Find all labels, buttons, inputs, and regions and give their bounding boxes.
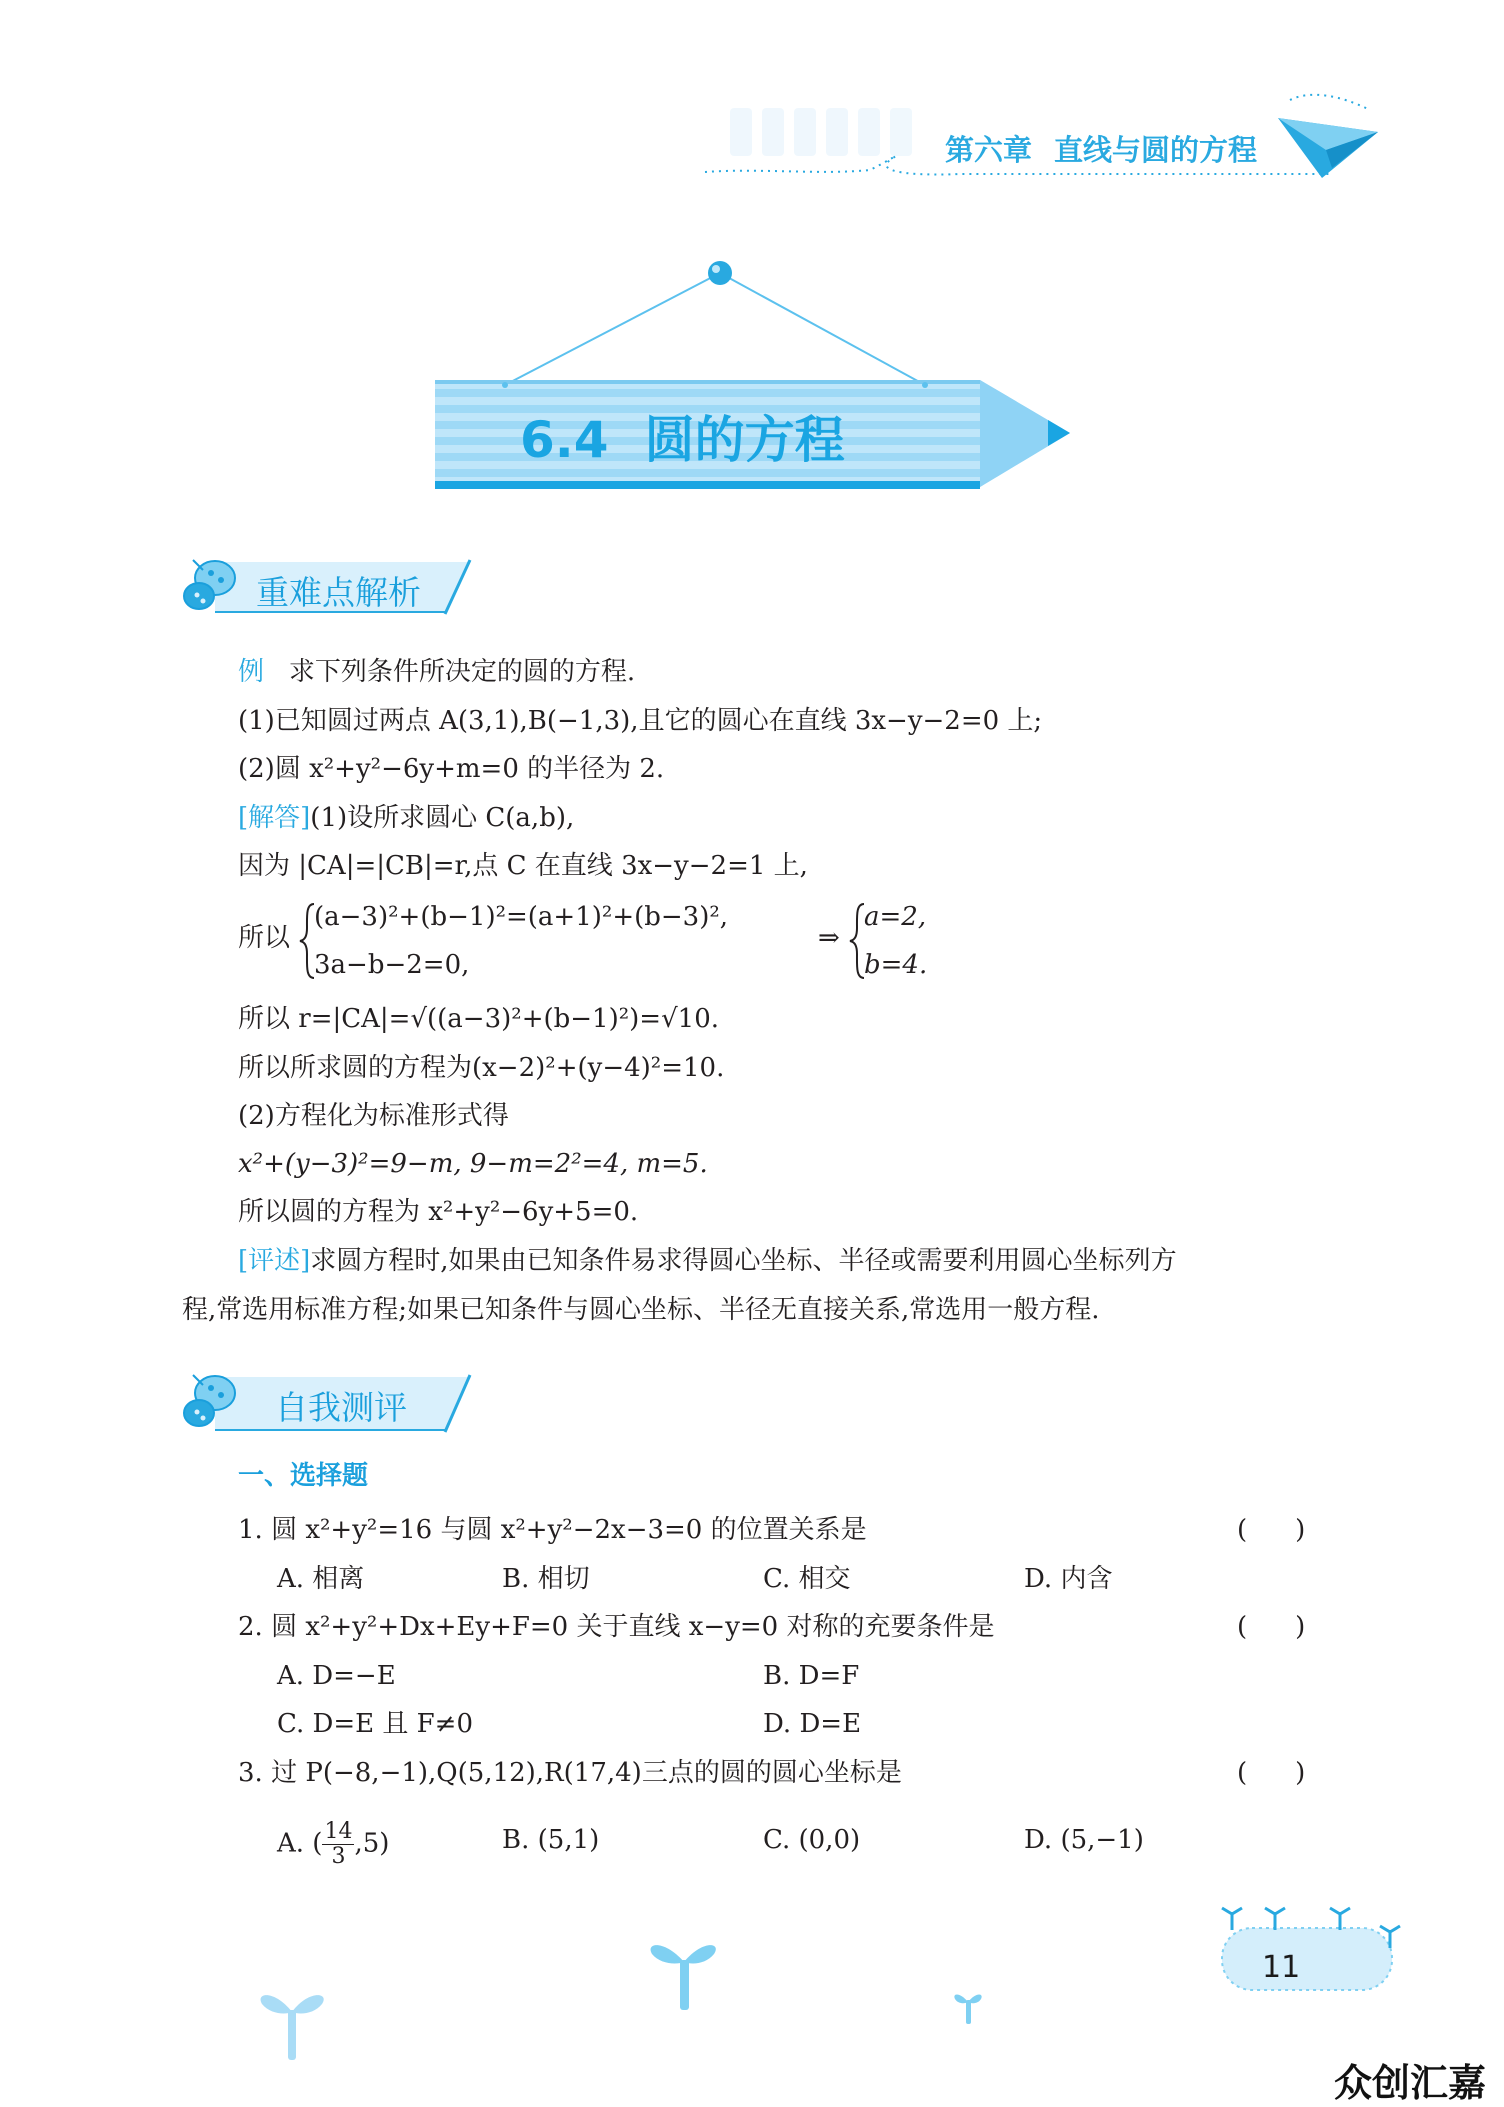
question-1-option-c: C. 相交 (763, 1564, 851, 1594)
system-equation-2: 3a−b−2=0, (314, 950, 470, 980)
header-decoration (0, 0, 1504, 200)
solution-equation: 所以所求圆的方程为(x−2)²+(y−4)²=10. (238, 1053, 725, 1083)
question-2-option-c: C. D=E 且 F≠0 (277, 1709, 474, 1739)
question-2-option-d: D. D=E (763, 1709, 862, 1739)
solution-part2-calc: x²+(y−3)²=9−m, 9−m=2²=4, m=5. (238, 1149, 708, 1179)
chapter-name: 直线与圆的方程 (1054, 133, 1258, 167)
question-3-stem: 3. 过 P(−8,−1),Q(5,12),R(17,4)三点的圆的圆心坐标是 (238, 1758, 902, 1788)
example-condition-1: (1)已知圆过两点 A(3,1),B(−1,3),且它的圆心在直线 3x−y−2=0 上; (238, 706, 1043, 736)
comment-text-1: 求圆方程时,如果由已知条件易求得圆心坐标、半径或需要利用圆心坐标列方 (310, 1246, 1177, 1276)
footer-decoration (0, 1900, 1504, 2094)
example-prompt-line (238, 652, 635, 692)
question-3-answer-blank (1237, 1753, 1305, 1793)
banner-pin-icon (708, 261, 732, 285)
example-condition-2: (2)圆 x²+y²−6y+m=0 的半径为 2. (238, 754, 665, 784)
system-equation-1: (a−3)²+(b−1)²=(a+1)²+(b−3)², (314, 902, 729, 932)
paren-open: ( (1237, 1758, 1248, 1788)
question-1-option-d: D. 内含 (1024, 1564, 1113, 1594)
comment-tag: [评述] (238, 1246, 311, 1276)
option-a-suffix: ,5) (354, 1828, 390, 1859)
implies-arrow: ⇒ (818, 923, 840, 953)
solution-so-label: 所以 (238, 923, 291, 953)
solution-part2-result: 所以圆的方程为 x²+y²−6y+5=0. (238, 1197, 639, 1227)
sprout-icon-3 (954, 1994, 981, 2024)
question-3-option-a (277, 1820, 389, 1869)
result-a: a=2, (864, 902, 927, 932)
question-2-option-b: B. D=F (763, 1661, 860, 1691)
paren-close: ) (1295, 1612, 1306, 1642)
question-2-stem: 2. 圆 x²+y²+Dx+Ey+F=0 关于直线 x−y=0 对称的充要条件是 (238, 1612, 995, 1642)
sprout-icon-2 (651, 1945, 716, 2010)
sprout-icon (261, 1995, 324, 2060)
tab-self-test: 自我测评 (275, 1388, 407, 1427)
section-heading (520, 400, 1000, 472)
paren-open: ( (1237, 1612, 1248, 1642)
result-b: b=4. (864, 950, 928, 980)
fraction (322, 1820, 354, 1869)
example-prompt: 求下列条件所决定的圆的方程. (288, 657, 636, 687)
question-2-answer-blank (1237, 1607, 1305, 1647)
question-1-stem: 1. 圆 x²+y²=16 与圆 x²+y²−2x−3=0 的位置关系是 (238, 1515, 867, 1545)
paren-open: ( (1237, 1515, 1248, 1545)
solution-text-1: (1)设所求圆心 C(a,b), (310, 803, 575, 833)
option-a-prefix: A. ( (277, 1828, 323, 1859)
question-3-option-d: D. (5,−1) (1024, 1825, 1144, 1855)
exercise-heading: 一、选择题 (238, 1461, 369, 1491)
solution-part2-intro: (2)方程化为标准形式得 (238, 1101, 509, 1131)
chapter-title (945, 128, 1257, 169)
fraction-numerator: 14 (324, 1819, 353, 1844)
section-title: 圆的方程 (644, 411, 845, 469)
solution-tag: [解答] (238, 803, 311, 833)
section-number: 6.4 (520, 411, 609, 469)
solution-line-2: 因为 |CA|=|CB|=r,点 C 在直线 3x−y−2=1 上, (238, 851, 808, 881)
chapter-label: 第六章 (945, 133, 1033, 167)
paren-close: ) (1295, 1515, 1306, 1545)
comment-line-1 (238, 1241, 1177, 1281)
page-number: 11 (1262, 1950, 1301, 1985)
solution-line-1 (238, 798, 574, 838)
comment-line-2: 程,常选用标准方程;如果已知条件与圆心坐标、半径无直接关系,常选用一般方程. (182, 1295, 1100, 1325)
question-3-option-b: B. (5,1) (502, 1825, 600, 1855)
example-label: 例 (238, 657, 265, 687)
watermark: 众创汇嘉 (1334, 2061, 1487, 2105)
question-1-option-b: B. 相切 (502, 1564, 590, 1594)
fraction-denominator: 3 (331, 1844, 346, 1869)
paper-plane-icon (1278, 118, 1378, 178)
paren-close: ) (1295, 1758, 1306, 1788)
page-number-box (1222, 1928, 1392, 1990)
question-1-option-a: A. 相离 (277, 1564, 365, 1594)
question-3-option-c: C. (0,0) (763, 1825, 861, 1855)
solution-radius: 所以 r=|CA|=√((a−3)²+(b−1)²)=√10. (238, 1004, 720, 1034)
tab-key-points: 重难点解析 (256, 573, 421, 612)
question-2-option-a: A. D=−E (277, 1661, 396, 1691)
question-1-answer-blank (1237, 1510, 1305, 1550)
